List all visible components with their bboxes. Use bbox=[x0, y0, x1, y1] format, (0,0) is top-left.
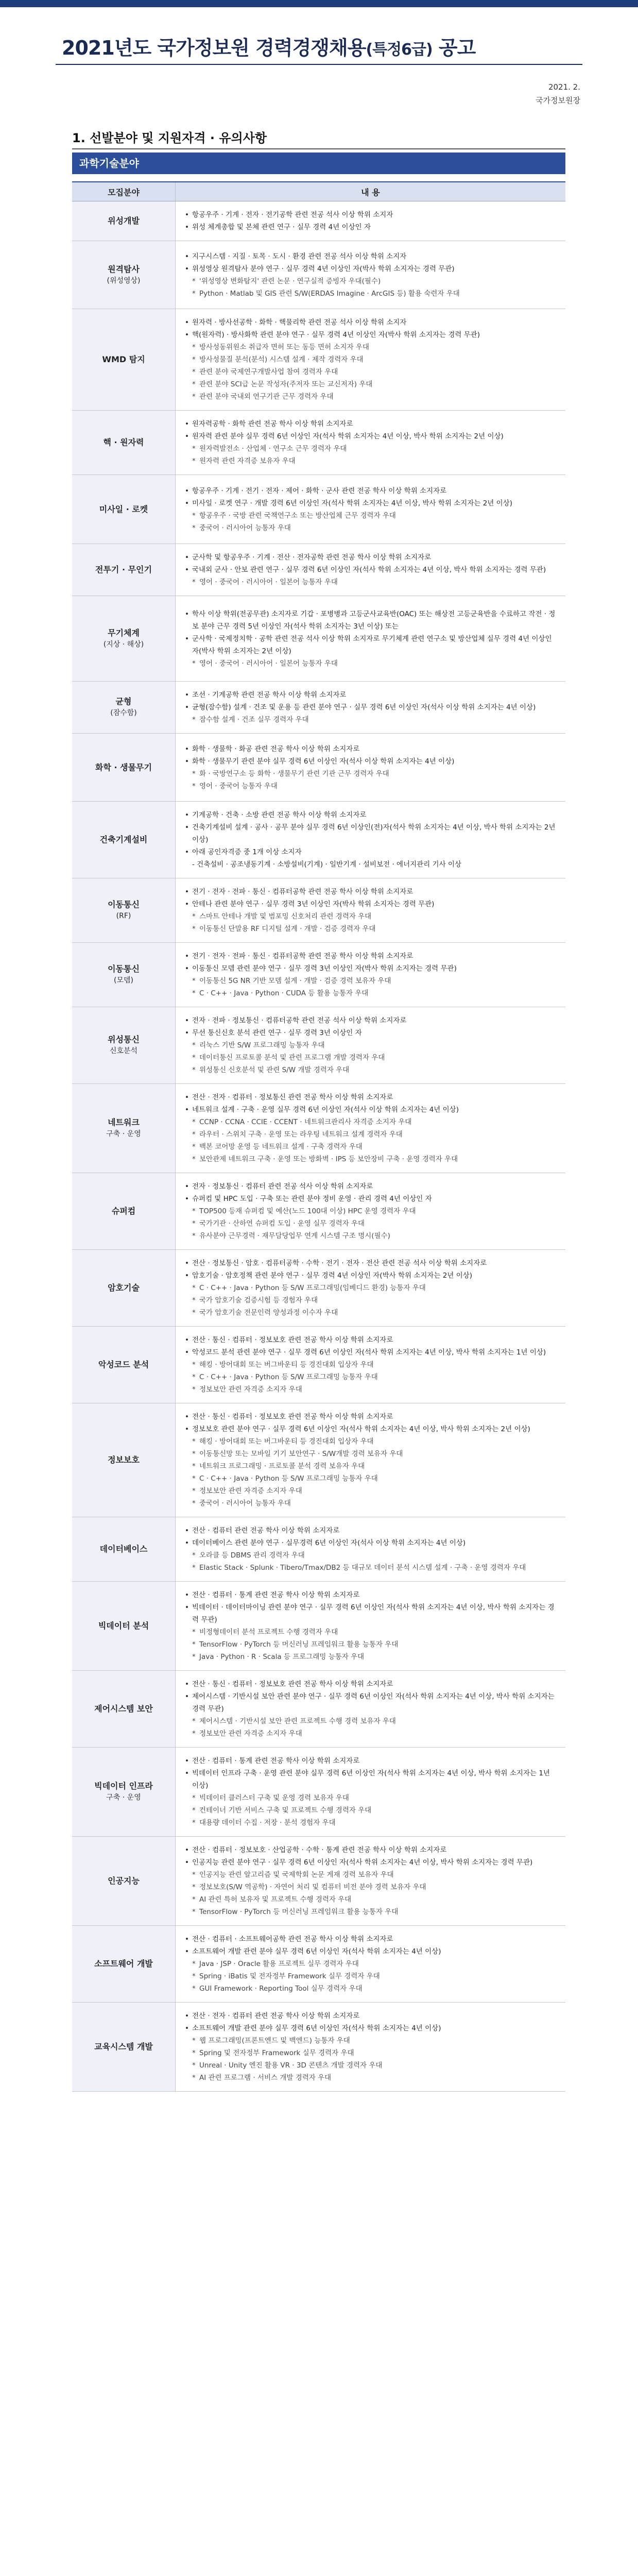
requirement-item: • 학사 이상 학위(전공무관) 소지자로 기갑 · 포병병과 고등군사교육반(OAC) 또는 해상전 고등군육반을 수료하고 작전 · 정보 분야 근무 경력 5년 이상인 자(석사 학위 소지자는 3년 이상) 또는 bbox=[184, 608, 558, 633]
table-row bbox=[72, 2003, 565, 2092]
category-band: 과학기술분야 bbox=[72, 152, 565, 174]
content-cell bbox=[176, 1671, 566, 1748]
requirement-item: • 군사학 및 항공우주 · 기계 · 전산 · 전자공학 관련 전공 학사 이상 학위 소지자로 bbox=[184, 551, 558, 564]
requirement-item: • 데이터베이스 관련 분야 연구 · 실무경력 6년 이상인 자(석사 이상 학위 소지자는 4년 이상) bbox=[184, 1537, 558, 1549]
field-cell bbox=[72, 544, 176, 596]
page-title bbox=[62, 32, 475, 60]
requirement-item: • 정보보호 관련 분야 연구 · 실무 경력 6년 이상인 자(석사 학위 소지자는 4년 이상, 박사 학위 소지자는 2년 이상) bbox=[184, 1423, 558, 1435]
requirement-item: • 원자력 · 방사선공학 · 화학 · 핵물리학 관련 전공 석사 이상 학위 소지자 bbox=[184, 316, 558, 329]
content-cell bbox=[176, 943, 566, 1007]
field-cell bbox=[72, 241, 176, 309]
title-tail: 공고 bbox=[432, 37, 476, 59]
preference-note: * 방사성물질 분석(분석) 시스템 설계 · 제작 경력자 우대 bbox=[184, 353, 558, 366]
preference-note: * 국가 암호기술 검증시험 등 경험자 우대 bbox=[184, 1294, 558, 1307]
requirement-list bbox=[184, 950, 558, 999]
requirement-item: • 항공우주 · 기계 · 전자 · 전기공학 관련 전공 석사 이상 학위 소지자 bbox=[184, 209, 558, 221]
content-cell bbox=[176, 201, 566, 241]
preference-note: * 관련 분야 국제연구개발사업 참여 경력자 우대 bbox=[184, 366, 558, 378]
preference-note: * 네트워크 프로그래밍 · 프로토콜 분석 경력 보유자 우대 bbox=[184, 1460, 558, 1472]
preference-note: * '위성영상 변화탐지' 관련 논문 · 연구실적 증빙자 우대(필수) bbox=[184, 275, 558, 287]
requirement-item: • 화학 · 생물무기 관련 분야 실무 경력 6년 이상인 자(석사 이상 학위 소지자는 4년 이상) bbox=[184, 755, 558, 768]
preference-note: * AI 관련 프로그램 · 서비스 개발 경력자 우대 bbox=[184, 2072, 558, 2084]
requirement-item: • 네트워크 설계 · 구축 · 운영 실무 경력 6년 이상인 자(석사 이상 학위 소지자는 4년 이상) bbox=[184, 1104, 558, 1116]
content-cell bbox=[176, 1007, 566, 1084]
content-cell bbox=[176, 544, 566, 596]
requirement-item: • 전산 · 전자 · 컴퓨터 · 정보통신 관련 전공 학사 이상 학위 소지자로 bbox=[184, 1091, 558, 1104]
preference-note: * 정보보안 관련 자격증 소지자 우대 bbox=[184, 1485, 558, 1497]
table-row bbox=[72, 878, 565, 943]
requirement-item: • 전산 · 전자 · 컴퓨터 관련 전공 학사 이상 학위 소지자로 bbox=[184, 2010, 558, 2022]
preference-note: * Unreal · Unity 엔진 활용 VR · 3D 콘텐츠 개발 경력자 우대 bbox=[184, 2059, 558, 2072]
field-name: 무기체계 bbox=[108, 628, 140, 638]
field-name: 화학 · 생물무기 bbox=[95, 762, 152, 772]
requirement-item: • 조선 · 기계공학 관련 전공 학사 이상 학위 소지자로 bbox=[184, 689, 558, 701]
field-subname: 구축 · 운영 bbox=[106, 1130, 141, 1138]
preference-note: * 위성통신 신호분석 및 관련 S/W 개발 경력자 우대 bbox=[184, 1064, 558, 1076]
field-cell bbox=[72, 1403, 176, 1517]
preference-note: * 웹 프로그래밍(프론트엔드 및 백엔드) 능통자 우대 bbox=[184, 2035, 558, 2047]
table-row bbox=[72, 411, 565, 475]
requirement-item: • 빅데이터 인프라 구축 · 운영 관련 분야 실무 경력 6년 이상인 자(석사 학위 소지자는 4년 이상, 박사 학위 소지자는 1년 이상) bbox=[184, 1767, 558, 1792]
preference-note: * C · C++ · Java · Python 등 S/W 프로그래밍 능통자 우대 bbox=[184, 1472, 558, 1485]
requirement-item: • 소프트웨어 개발 관련 분야 실무 경력 6년 이상인 자(석사 학위 소지자는 4년 이상) bbox=[184, 2022, 558, 2035]
field-name: 제어시스템 보안 bbox=[94, 1704, 153, 1714]
content-cell bbox=[176, 1748, 566, 1837]
field-cell bbox=[72, 596, 176, 682]
field-cell bbox=[72, 878, 176, 943]
table-row bbox=[72, 1327, 565, 1403]
preference-note: * 영어 · 중국어 · 러시아어 · 일본어 능통자 우대 bbox=[184, 576, 558, 588]
requirement-item: • 전산 · 컴퓨터 · 정보보호 · 산업공학 · 수학 · 통계 관련 전공 학사 이상 학위 소지자로 bbox=[184, 1844, 558, 1856]
requirement-item: • 건축기계설비 설계 · 공사 · 공무 분야 실무 경력 6년 이상인(전)자(석사 학위 소지자는 4년 이상, 박사 학위 소지자는 2년 이상) bbox=[184, 821, 558, 846]
preference-note: * 보안관제 네트워크 구축 · 운영 또는 방화벽 · IPS 등 보안장비 구축 · 운영 경력자 우대 bbox=[184, 1153, 558, 1165]
field-name: 이동통신 bbox=[108, 964, 140, 974]
preference-note: * 정보보호(S/W 역공학) · 자연어 처리 및 컴퓨터 비전 분야 경력 보유자 우대 bbox=[184, 1881, 558, 1893]
preference-note: * C · C++ · Java · Python · CUDA 등 활용 능통자 우대 bbox=[184, 987, 558, 999]
field-cell bbox=[72, 682, 176, 734]
preference-note: * 화 · 국방연구소 등 화학 · 생물무기 관련 기관 근무 경력자 우대 bbox=[184, 768, 558, 780]
preference-note: * Spring 및 전자정부 Framework 실무 경력자 우대 bbox=[184, 2047, 558, 2059]
content-cell bbox=[176, 2003, 566, 2092]
content-cell bbox=[176, 682, 566, 734]
preference-note: * Python · Matlab 및 GIS 관련 S/W(ERDAS Imagine · ArcGIS 등) 활용 숙련자 우대 bbox=[184, 287, 558, 300]
field-cell bbox=[72, 1748, 176, 1837]
requirement-item: • 빅데이터 · 데이터마이닝 관련 분야 연구 · 실무 경력 6년 이상인 자(석사 학위 소지자는 4년 이상, 박사 학위 소지자는 경력 무관) bbox=[184, 1601, 558, 1626]
requirement-list bbox=[184, 1014, 558, 1076]
requirement-item: • 항공우주 · 기계 · 전기 · 전자 · 제어 · 화학 · 군사 관련 전공 학사 이상 학위 소지자로 bbox=[184, 485, 558, 497]
content-cell bbox=[176, 734, 566, 802]
requirement-item: • 무선 통신신호 분석 관련 연구 · 실무 경력 3년 이상인 자 bbox=[184, 1027, 558, 1039]
requirement-item: • 암호기술 · 암호정책 관련 분야 연구 · 실무 경력 4년 이상인 자(박사 학위 소지자는 2년 이상) bbox=[184, 1269, 558, 1282]
preference-note: * 관련 분야 국내외 연구기관 근무 경력자 우대 bbox=[184, 391, 558, 403]
preference-note: * 원자력발전소 · 산업체 · 연구소 근무 경력자 우대 bbox=[184, 443, 558, 455]
requirement-list bbox=[184, 1257, 558, 1319]
requirement-item: • 전산 · 정보통신 · 암호 · 컴퓨터공학 · 수학 · 전기 · 전자 · 전산 관련 전공 석사 이상 학위 소지자로 bbox=[184, 1257, 558, 1269]
preference-note: * 정보보안 관련 자격증 소지자 우대 bbox=[184, 1727, 558, 1740]
table-row bbox=[72, 596, 565, 682]
field-name: 미사일 · 로켓 bbox=[99, 504, 148, 514]
requirement-item: • 국내외 군사 · 안보 관련 연구 · 실무 경력 6년 이상인 자(석사 학위 소지자는 4년 이상, 박사 학위 소지자는 경력 무관) bbox=[184, 564, 558, 576]
field-subname: (지상 · 해상) bbox=[103, 640, 144, 649]
requirement-item: • 전산 · 컴퓨터 관련 전공 학사 이상 학위 소지자로 bbox=[184, 1524, 558, 1537]
requirement-list bbox=[184, 1411, 558, 1510]
preference-note: * 영어 · 중국어 · 러시아어 · 일본어 능통자 우대 bbox=[184, 657, 558, 670]
preference-note: * TensorFlow · PyTorch 등 머신러닝 프레임워크 활용 능통자 우대 bbox=[184, 1638, 558, 1651]
field-cell bbox=[72, 2003, 176, 2092]
field-name: 핵 · 원자력 bbox=[103, 437, 144, 447]
preference-note: * GUI Framework · Reporting Tool 실무 경력자 우대 bbox=[184, 1982, 558, 1995]
requirements-table bbox=[72, 181, 565, 2092]
content-cell bbox=[176, 596, 566, 682]
title-divider bbox=[56, 64, 582, 65]
requirement-item: • 전산 · 컴퓨터 · 통계 관련 전공 학사 이상 학위 소지자로 bbox=[184, 1755, 558, 1767]
requirement-item: • 전기 · 전자 · 전파 · 통신 · 컴퓨터공학 관련 전공 학사 이상 학위 소지자로 bbox=[184, 950, 558, 962]
requirement-item: • 전산 · 통신 · 컴퓨터 · 정보보호 관련 전공 학사 이상 학위 소지자로 bbox=[184, 1678, 558, 1690]
field-cell bbox=[72, 734, 176, 802]
table-row bbox=[72, 544, 565, 596]
table-row bbox=[72, 1403, 565, 1517]
preference-note: * 오라클 등 DBMS 관리 경력자 우대 bbox=[184, 1549, 558, 1562]
requirement-item: • 위성영상 원격탐사 분야 연구 · 실무 경력 4년 이상인 자(박사 학위 소지자는 경력 무관) bbox=[184, 263, 558, 275]
requirement-list bbox=[184, 485, 558, 534]
content-cell bbox=[176, 1173, 566, 1250]
section-rule bbox=[72, 148, 565, 149]
field-name: 위성개발 bbox=[108, 216, 140, 226]
requirement-item: • 전기 · 전자 · 전파 · 통신 · 컴퓨터공학 관련 전공 학사 이상 학위 소지자로 bbox=[184, 886, 558, 898]
preference-note: * C · C++ · Java · Python 등 S/W 프로그래밍(임베디드 환경) 능통자 우대 bbox=[184, 1282, 558, 1294]
table-row bbox=[72, 1173, 565, 1250]
preference-note: * 이동통신 단말용 RF 디지털 설계 · 개발 · 검증 경력자 우대 bbox=[184, 923, 558, 935]
requirement-item: • 전자 · 정보통신 · 컴퓨터 관련 전공 석사 이상 학위 소지자로 bbox=[184, 1180, 558, 1193]
preference-note: * AI 관련 특허 보유자 및 프로젝트 수행 경력자 우대 bbox=[184, 1893, 558, 1906]
table-row bbox=[72, 943, 565, 1007]
requirement-item: • 전자 · 전파 · 정보통신 · 컴퓨터공학 관련 전공 석사 이상 학위 소지자로 bbox=[184, 1014, 558, 1027]
notice-issuer: 국가정보원장 bbox=[536, 96, 580, 105]
preference-note: * Elastic Stack · Splunk · Tibero/Tmax/DB2 등 대규모 데이터 분석 시스템 설계 · 구축 · 운영 경력자 우대 bbox=[184, 1562, 558, 1574]
field-name: 균형 bbox=[115, 697, 132, 706]
requirement-list bbox=[184, 809, 558, 871]
table-row bbox=[72, 241, 565, 309]
field-subname: 신호분석 bbox=[109, 1047, 138, 1055]
preference-note: * 해킹 · 방어대회 또는 버그바운티 등 경진대회 입상자 우대 bbox=[184, 1435, 558, 1448]
field-cell bbox=[72, 943, 176, 1007]
preference-note: * Java · Python · R · Scala 등 프로그래밍 능통자 우대 bbox=[184, 1651, 558, 1663]
requirement-item: • 화학 · 생물학 · 화공 관련 전공 학사 이상 학위 소지자로 bbox=[184, 743, 558, 755]
preference-note: * 리눅스 기반 S/W 프로그래밍 능통자 우대 bbox=[184, 1039, 558, 1052]
field-cell bbox=[72, 1084, 176, 1173]
preference-note: * 스마트 안테나 개발 및 범포밍 신호처리 관련 경력자 우대 bbox=[184, 910, 558, 923]
preference-note: * 중국어 · 러시아어 능통자 우대 bbox=[184, 522, 558, 534]
field-name: 인공지능 bbox=[108, 1876, 140, 1886]
field-name: 슈퍼컴 bbox=[111, 1206, 136, 1216]
preference-note: * 컨테이너 기반 서비스 구축 및 프로젝트 수행 경력자 우대 bbox=[184, 1804, 558, 1817]
requirement-list bbox=[184, 689, 558, 726]
requirement-item: • 원자력 관련 분야 실무 경력 6년 이상인 자(석사 학위 소지자는 4년 이상, 박사 학위 소지자는 2년 이상) bbox=[184, 430, 558, 443]
content-cell bbox=[176, 1084, 566, 1173]
requirement-item: • 인공지능 관련 분야 연구 · 실무 경력 6년 이상인 자(석사 학위 소지자는 4년 이상, 박사 학위 소지자는 경력 무관) bbox=[184, 1856, 558, 1869]
field-name: 빅데이터 인프라 bbox=[94, 1781, 153, 1791]
requirement-item: • 군사학 · 국제정치학 · 공학 관련 전공 석사 이상 학위 소지자로 무기체계 관련 연구소 및 방산업체 실무 경력 4년 이상인 자(박사 학위 소지자는 2년 이상) bbox=[184, 633, 558, 657]
table-row bbox=[72, 1084, 565, 1173]
title-main: 2021년도 국가정보원 경력경쟁채용 bbox=[62, 37, 366, 59]
field-subname: (RF) bbox=[116, 912, 131, 920]
requirement-item: • 지구시스템 · 지질 · 토목 · 도시 · 환경 관련 전공 석사 이상 학위 소지자 bbox=[184, 250, 558, 263]
field-cell bbox=[72, 1517, 176, 1582]
preference-note: * 잠수함 설계 · 건조 실무 경력자 우대 bbox=[184, 714, 558, 726]
requirement-list bbox=[184, 316, 558, 403]
field-name: 소프트웨어 개발 bbox=[94, 1959, 153, 1969]
field-name: 네트워크 bbox=[108, 1117, 140, 1127]
field-cell bbox=[72, 1327, 176, 1403]
content-cell bbox=[176, 802, 566, 878]
field-cell bbox=[72, 475, 176, 544]
field-subname: (위성영상) bbox=[107, 276, 141, 285]
preference-note: * 데이터통신 프로토콜 분석 및 관련 프로그램 개발 경력자 우대 bbox=[184, 1052, 558, 1064]
requirement-item: - 건축설비 · 공조냉동기계 · 소방설비(기계) · 일반기계 · 설비보전 · 에너지관리 기사 이상 bbox=[192, 860, 461, 869]
preference-note: * 원자력 관련 자격증 보유자 우대 bbox=[184, 455, 558, 467]
content-cell bbox=[176, 1837, 566, 1926]
preference-note: * Spring · iBatis 및 전자정부 Framework 실무 경력자 우대 bbox=[184, 1970, 558, 1982]
table-row bbox=[72, 682, 565, 734]
content-cell bbox=[176, 1517, 566, 1582]
header-content: 내 용 bbox=[176, 182, 566, 201]
table-row bbox=[72, 309, 565, 411]
table-row bbox=[72, 1926, 565, 2003]
table-row bbox=[72, 734, 565, 802]
content-cell bbox=[176, 411, 566, 475]
content-cell bbox=[176, 1582, 566, 1671]
table-row bbox=[72, 1748, 565, 1837]
content-cell bbox=[176, 1403, 566, 1517]
preference-note: * C · C++ · Java · Python 등 S/W 프로그래밍 능통자 우대 bbox=[184, 1371, 558, 1383]
preference-note: * 영어 · 중국어 능통자 우대 bbox=[184, 780, 558, 792]
content-cell bbox=[176, 1327, 566, 1403]
content-cell bbox=[176, 241, 566, 309]
field-cell bbox=[72, 1007, 176, 1084]
field-cell bbox=[72, 1173, 176, 1250]
requirement-list bbox=[184, 2010, 558, 2084]
preference-note: * Java · JSP · Oracle 활용 프로젝트 실무 경력자 우대 bbox=[184, 1958, 558, 1970]
field-name: 암호기술 bbox=[108, 1283, 140, 1293]
table-row bbox=[72, 1582, 565, 1671]
requirement-item: • 핵(원자력) · 방사화학 관련 분야 연구 · 실무 경력 4년 이상인 자(박사 학위 소지자는 경력 무관) bbox=[184, 329, 558, 341]
field-cell bbox=[72, 411, 176, 475]
field-name: 이동통신 bbox=[108, 900, 140, 909]
requirement-item: • 미사일 · 로켓 연구 · 개발 경력 6년 이상인 자(석사 학위 소지자는 4년 이상, 박사 학위 소지자는 2년 이상) bbox=[184, 497, 558, 510]
requirement-item: • 슈퍼컴 및 HPC 도입 · 구축 또는 관련 분야 정비 운영 · 관리 경력 4년 이상인 자 bbox=[184, 1193, 558, 1205]
preference-note: * 정보보안 관련 자격증 소지자 우대 bbox=[184, 1383, 558, 1396]
table-row bbox=[72, 1517, 565, 1582]
table-body bbox=[72, 201, 565, 2092]
field-subname: 구축 · 운영 bbox=[106, 1793, 141, 1802]
content-cell bbox=[176, 1250, 566, 1327]
preference-note: * 대용량 데이터 수집 · 저장 · 분석 경험자 우대 bbox=[184, 1817, 558, 1829]
table-row bbox=[72, 1837, 565, 1926]
requirement-item: • 균형(잠수함) 설계 · 건조 및 운용 등 관련 분야 연구 · 실무 경력 6년 이상인 자(석사 이상 학위 소지자는 4년 이상) bbox=[184, 701, 558, 714]
field-cell bbox=[72, 802, 176, 878]
field-name: 정보보호 bbox=[108, 1455, 140, 1465]
requirement-item: • 전산 · 통신 · 컴퓨터 · 정보보호 관련 전공 학사 이상 학위 소지자로 bbox=[184, 1411, 558, 1423]
preference-note: * CCNP · CCNA · CCIE · CCENT · 네트워크관리사 자격증 소지자 우대 bbox=[184, 1116, 558, 1128]
preference-note: * 이동통신 5G NR 기반 모뎀 설계 · 개발 · 검증 경력 보유자 우대 bbox=[184, 975, 558, 987]
title-sub: (특정6급) bbox=[366, 41, 433, 59]
preference-note: * 유사분야 근무경력 · 재무담당업무 연계 시스템 구조 명시(필수) bbox=[184, 1230, 558, 1242]
notice-date: 2021. 2. bbox=[548, 82, 580, 92]
requirement-item: • 전산 · 컴퓨터 · 통계 관련 전공 학사 이상 학위 소지자로 bbox=[184, 1589, 558, 1601]
preference-note: * TensorFlow · PyTorch 등 머신러닝 프레임워크 활용 능통자 우대 bbox=[184, 1906, 558, 1918]
preference-note: * 관련 분야 SCI급 논문 작성자(주저자 또는 교신저자) 우대 bbox=[184, 378, 558, 391]
top-color-bar bbox=[0, 0, 638, 7]
requirement-list bbox=[184, 886, 558, 935]
field-name: 위성통신 bbox=[108, 1035, 140, 1044]
requirement-list bbox=[184, 209, 558, 233]
table-row bbox=[72, 802, 565, 878]
field-cell bbox=[72, 1582, 176, 1671]
table-row bbox=[72, 1250, 565, 1327]
requirement-list bbox=[184, 743, 558, 792]
requirement-item: • 안테나 관련 분야 연구 · 실무 경력 3년 이상인 자(박사 학위 소지자는 경력 무관) bbox=[184, 898, 558, 910]
requirement-item: • 제어시스템 · 기반시설 보안 관련 분야 연구 · 실무 경력 6년 이상인 자(석사 학위 소지자는 4년 이상, 박사 학위 소지자는 경력 무관) bbox=[184, 1690, 558, 1715]
requirement-list bbox=[184, 1755, 558, 1829]
preference-note: * 이동통신망 또는 모바일 기기 보안연구 · S/W개발 경력 보유자 우대 bbox=[184, 1448, 558, 1460]
requirement-item: • 이동통신 모뎀 관련 분야 연구 · 실무 경력 3년 이상인 자(박사 학위 소지자는 경력 무관) bbox=[184, 962, 558, 975]
preference-note: * 항공우주 · 국방 관련 국책연구소 또는 방산업체 근무 경력자 우대 bbox=[184, 510, 558, 522]
field-cell bbox=[72, 1837, 176, 1926]
preference-note: * 방사성동위원소 취급자 면허 또는 동등 면허 소지자 우대 bbox=[184, 341, 558, 353]
preference-note: * 비정형데이터 분석 프로젝트 수행 경력자 우대 bbox=[184, 1626, 558, 1638]
requirement-item: • 악성코드 분석 관련 분야 연구 · 실무 경력 6년 이상인 자(석사 학위 소지자는 4년 이상, 박사 학위 소지자는 1년 이상) bbox=[184, 1346, 558, 1359]
field-cell bbox=[72, 1250, 176, 1327]
table-row bbox=[72, 1007, 565, 1084]
field-name: WMD 탐지 bbox=[102, 354, 145, 364]
content-cell bbox=[176, 475, 566, 544]
header-field: 모집분야 bbox=[72, 182, 176, 201]
requirement-item: • 소프트웨어 개발 관련 분야 실무 경력 6년 이상인 자(석사 학위 소지자는 4년 이상) bbox=[184, 1945, 558, 1958]
content-cell bbox=[176, 878, 566, 943]
field-cell bbox=[72, 1671, 176, 1748]
preference-note: * 제어시스템 · 기반시설 보안 관련 프로젝트 수행 경력 보유자 우대 bbox=[184, 1715, 558, 1727]
preference-note: * TOP500 등재 슈퍼컴 및 예산(노드 100대 이상) HPC 운영 경력자 우대 bbox=[184, 1205, 558, 1217]
content-cell bbox=[176, 309, 566, 411]
table-row bbox=[72, 475, 565, 544]
requirement-item: • 기계공학 · 건축 · 소방 관련 전공 학사 이상 학위 소지자로 bbox=[184, 809, 558, 821]
field-subname: (잠수함) bbox=[110, 709, 137, 717]
preference-note: * 국가 암호기술 전문인력 양성과정 이수자 우대 bbox=[184, 1307, 558, 1319]
section-heading: 1. 선발분야 및 지원자격 · 유의사항 bbox=[72, 131, 267, 145]
table-row bbox=[72, 1671, 565, 1748]
preference-note: * 국가기관 · 산하연 슈퍼컴 도입 · 운영 실무 경력자 우대 bbox=[184, 1217, 558, 1230]
requirement-item: • 위성 체계총합 및 본체 관련 연구 · 실무 경력 4년 이상인 자 bbox=[184, 221, 558, 233]
field-name: 교육시스템 개발 bbox=[94, 2042, 153, 2052]
requirement-list bbox=[184, 418, 558, 467]
requirement-list bbox=[184, 250, 558, 300]
field-name: 데이터베이스 bbox=[99, 1544, 148, 1554]
requirement-list bbox=[184, 1844, 558, 1918]
preference-note: * 인공지능 관련 알고리즘 및 국제학회 논문 게재 경력 보유자 우대 bbox=[184, 1869, 558, 1881]
field-subname: (모뎀) bbox=[114, 976, 133, 985]
table-row bbox=[72, 201, 565, 241]
requirement-item: • 아래 공인자격증 중 1개 이상 소지자 bbox=[184, 846, 558, 858]
requirement-item: • 전산 · 통신 · 컴퓨터 · 정보보호 관련 전공 학사 이상 학위 소지자로 bbox=[184, 1334, 558, 1346]
field-name: 악성코드 분석 bbox=[98, 1360, 149, 1369]
requirement-item: • 전산 · 컴퓨터 · 소프트웨어공학 관련 전공 학사 이상 학위 소지자로 bbox=[184, 1933, 558, 1945]
field-name: 전투기 · 무인기 bbox=[95, 565, 152, 574]
requirement-list bbox=[184, 1334, 558, 1396]
requirement-list bbox=[184, 1180, 558, 1242]
content-cell bbox=[176, 1926, 566, 2003]
table-header-row bbox=[72, 182, 565, 201]
field-name: 빅데이터 분석 bbox=[98, 1621, 149, 1631]
field-cell bbox=[72, 201, 176, 241]
requirement-list bbox=[184, 608, 558, 670]
requirement-list bbox=[184, 1589, 558, 1663]
preference-note: * 빅데이터 클러스터 구축 및 운영 경력 보유자 우대 bbox=[184, 1792, 558, 1804]
preference-note: * 해킹 · 방어대회 또는 버그바운티 등 경진대회 입상자 우대 bbox=[184, 1359, 558, 1371]
field-cell bbox=[72, 1926, 176, 2003]
preference-note: * 중국어 · 러시아어 능통자 우대 bbox=[184, 1497, 558, 1510]
requirement-list bbox=[184, 1933, 558, 1995]
requirement-item: • 원자력공학 · 화학 관련 전공 학사 이상 학위 소지자로 bbox=[184, 418, 558, 430]
field-cell bbox=[72, 309, 176, 411]
date-block bbox=[536, 80, 580, 107]
requirement-list bbox=[184, 551, 558, 588]
preference-note: * 백본 코어망 운영 등 네트워크 설계 · 구축 경력자 우대 bbox=[184, 1141, 558, 1153]
preference-note: * 라우터 · 스위치 구축 · 운영 또는 라우팅 네트워크 설계 경력자 우대 bbox=[184, 1128, 558, 1141]
requirement-list bbox=[184, 1524, 558, 1574]
field-name: 건축기계설비 bbox=[99, 835, 148, 844]
field-name: 원격탐사 bbox=[108, 264, 140, 274]
requirement-list bbox=[184, 1091, 558, 1165]
requirement-list bbox=[184, 1678, 558, 1740]
